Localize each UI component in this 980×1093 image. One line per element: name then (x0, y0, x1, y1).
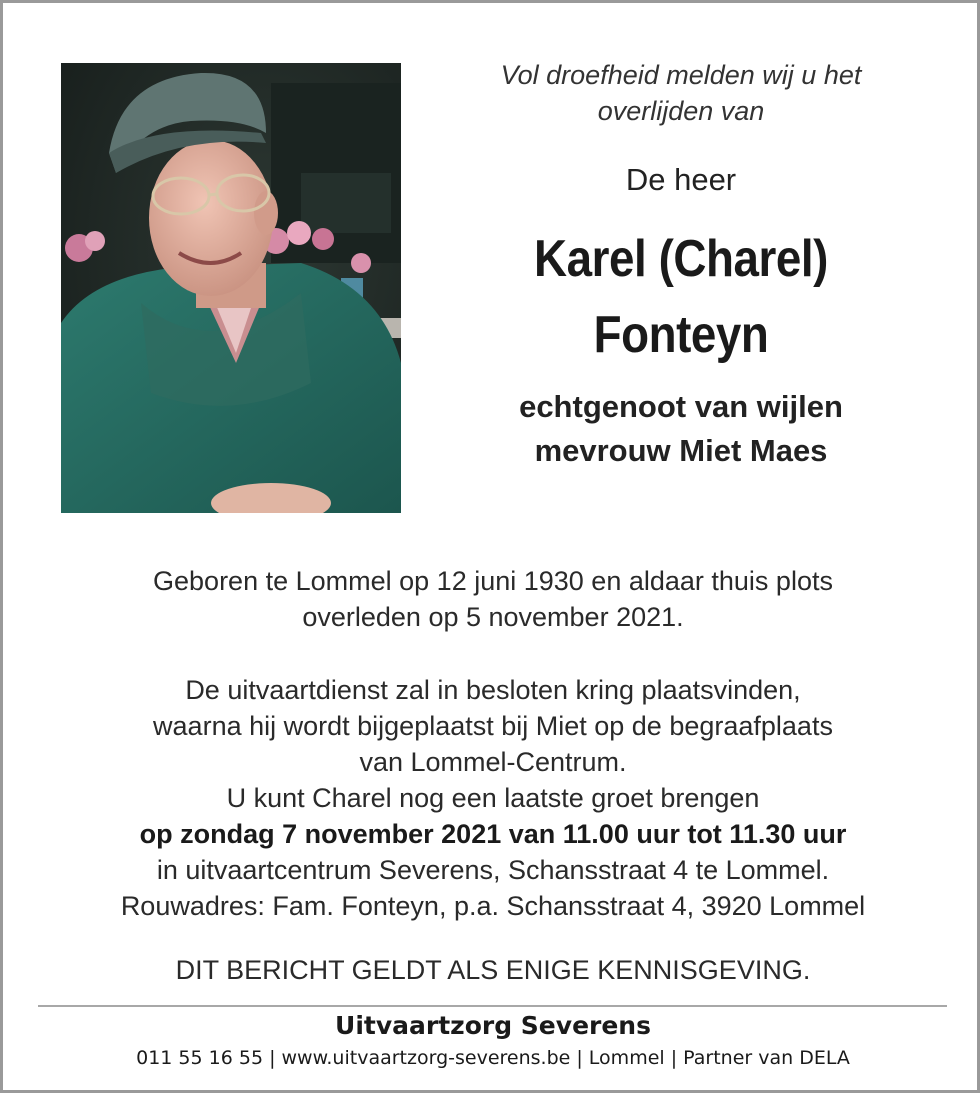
funeral-home-name: Uitvaartzorg Severens (335, 1011, 651, 1040)
funeral-home-contact: 011 55 16 55 | www.uitvaartzorg-severens.be | Lommel | Partner van DELA (136, 1047, 850, 1069)
announcement-body (43, 563, 943, 988)
visitation-time: op zondag 7 november 2021 van 11.00 uur tot 11.30 uur (139, 819, 847, 849)
birth-death-line: Geboren te Lommel op 12 juni 1930 en aldaar thuis plots (153, 566, 833, 596)
visitation-place: in uitvaartcentrum Severens, Schansstraat 4 te Lommel. (156, 855, 830, 885)
portrait-photo (61, 63, 401, 513)
spouse-text (431, 385, 931, 473)
birth-death-line: overleden op 5 november 2021. (302, 602, 684, 632)
footer (23, 1009, 963, 1073)
header-block (431, 57, 931, 473)
funeral-line: U kunt Charel nog een laatste groet brengen (226, 783, 760, 813)
footer-divider (38, 1005, 947, 1007)
deceased-name (461, 221, 901, 373)
salutation: De heer (625, 162, 737, 197)
spouse-line: echtgenoot van wijlen (519, 389, 843, 424)
mourning-address: Rouwadres: Fam. Fonteyn, p.a. Schansstraat 4, 3920 Lommel (120, 891, 866, 921)
intro-line: overlijden van (597, 96, 765, 126)
funeral-line: waarna hij wordt bijgeplaatst bij Miet op de begraafplaats (153, 711, 833, 741)
name-line: Karel (Charel) (534, 230, 828, 288)
notice-text: DIT BERICHT GELDT ALS ENIGE KENNISGEVING. (175, 955, 811, 985)
funeral-line: van Lommel-Centrum. (359, 747, 627, 777)
spouse-line: mevrouw Miet Maes (534, 433, 828, 468)
name-line: Fonteyn (593, 306, 769, 364)
funeral-line: De uitvaartdienst zal in besloten kring plaatsvinden, (185, 675, 801, 705)
intro-text (431, 57, 931, 129)
intro-line: Vol droefheid melden wij u het (500, 60, 862, 90)
